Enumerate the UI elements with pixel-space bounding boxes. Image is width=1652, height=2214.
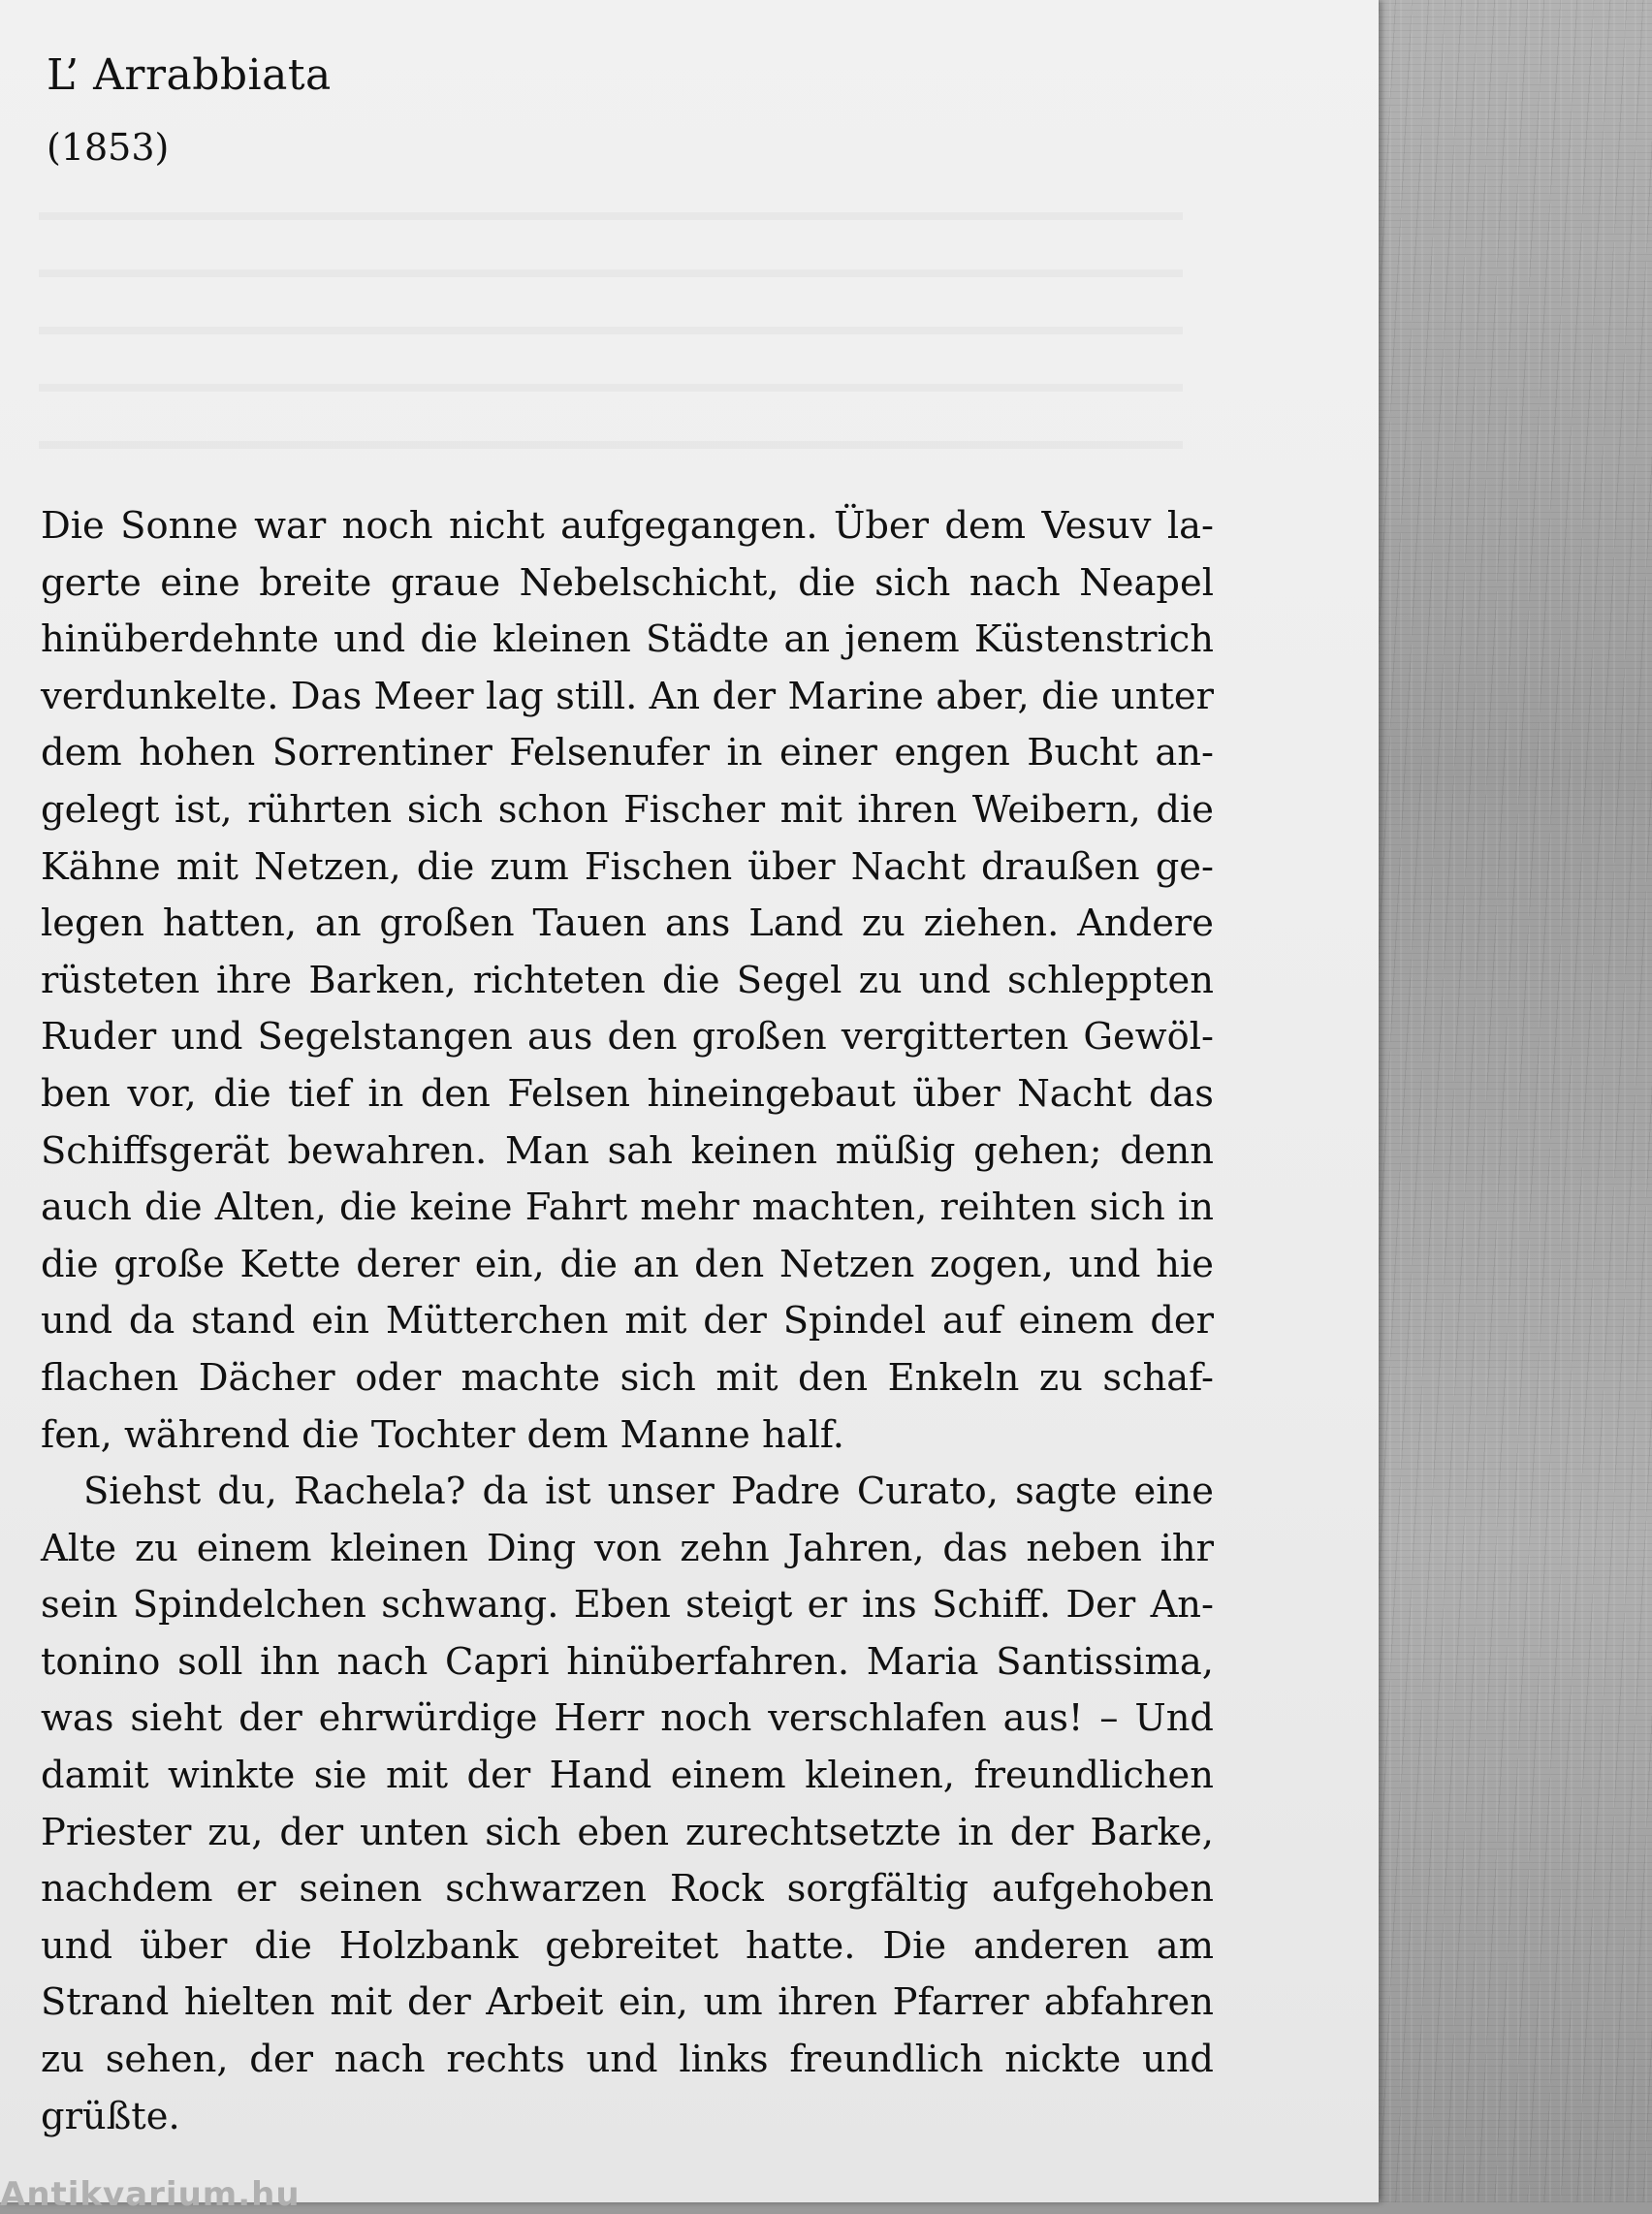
story-title: L’ Arrabbiata	[47, 50, 332, 100]
text-line: tonino soll ihn nach Capri hinüberfahren. Maria Santissima,	[41, 1639, 1214, 1684]
text-line: ben vor, die tief in den Felsen hineingebaut über Nacht das	[41, 1071, 1214, 1116]
text-line: rüsteten ihre Barken, richteten die Segel zu und schleppten	[41, 958, 1214, 1002]
text-line: Priester zu, der unten sich eben zurechtsetzte in der Barke,	[41, 1810, 1214, 1854]
text-line: Ruder und Segelstangen aus den großen vergitterten Gewöl-	[41, 1015, 1214, 1060]
text-line: und da stand ein Mütterchen mit der Spindel auf einem der	[41, 1299, 1214, 1344]
text-line: fen, während die Tochter dem Manne half.	[41, 1412, 844, 1457]
story-year: (1853)	[47, 126, 170, 169]
show-through-text	[39, 170, 1183, 490]
text-line: grüßte.	[41, 2094, 180, 2138]
text-line: verdunkelte. Das Meer lag still. An der Marine aber, die unter	[41, 674, 1214, 718]
text-line: flachen Dächer oder machte sich mit den Enkeln zu schaf-	[41, 1355, 1214, 1400]
text-line: Die Sonne war noch nicht aufgegangen. Über dem Vesuv la-	[41, 504, 1214, 548]
body-text	[41, 498, 1214, 2145]
text-line: Alte zu einem kleinen Ding von zehn Jahren, das neben ihr	[41, 1526, 1214, 1570]
text-line: hinüberdehnte und die kleinen Städte an jenem Küstenstrich	[41, 617, 1214, 662]
text-line: Schiffsgerät bewahren. Man sah keinen müßig gehen; denn	[41, 1128, 1214, 1173]
paragraph	[41, 1464, 1214, 2145]
background-surface	[1379, 0, 1652, 2202]
text-line: gelegt ist, rührten sich schon Fischer mit ihren Weibern, die	[41, 787, 1214, 832]
text-line: dem hohen Sorrentiner Felsenufer in einer engen Bucht an-	[41, 731, 1214, 775]
text-line: gerte eine breite graue Nebelschicht, die sich nach Neapel	[41, 560, 1214, 605]
text-line: und über die Holzbank gebreitet hatte. Die anderen am	[41, 1923, 1214, 1968]
text-line: Siehst du, Rachela? da ist unser Padre Curato, sagte eine	[83, 1470, 1214, 1514]
text-line: die große Kette derer ein, die an den Netzen zogen, und hie	[41, 1242, 1214, 1286]
text-line: zu sehen, der nach rechts und links freundlich nickte und	[41, 2038, 1214, 2082]
text-line: Strand hielten mit der Arbeit ein, um ihren Pfarrer abfahren	[41, 1980, 1214, 2025]
text-line: Kähne mit Netzen, die zum Fischen über Nacht draußen ge-	[41, 844, 1214, 889]
text-line: sein Spindelchen schwang. Eben steigt er ins Schiff. Der An-	[41, 1583, 1214, 1628]
text-line: damit winkte sie mit der Hand einem kleinen, freundlichen	[41, 1754, 1214, 1798]
text-line: auch die Alten, die keine Fahrt mehr machten, reihten sich in	[41, 1186, 1214, 1230]
text-line: was sieht der ehrwürdige Herr noch verschlafen aus! – Und	[41, 1696, 1214, 1741]
watermark: Antikvarium.hu	[0, 2175, 301, 2214]
text-line: legen hatten, an großen Tauen ans Land zu ziehen. Andere	[41, 901, 1214, 946]
text-line: nachdem er seinen schwarzen Rock sorgfältig aufgehoben	[41, 1867, 1214, 1912]
paragraph	[41, 498, 1214, 1464]
